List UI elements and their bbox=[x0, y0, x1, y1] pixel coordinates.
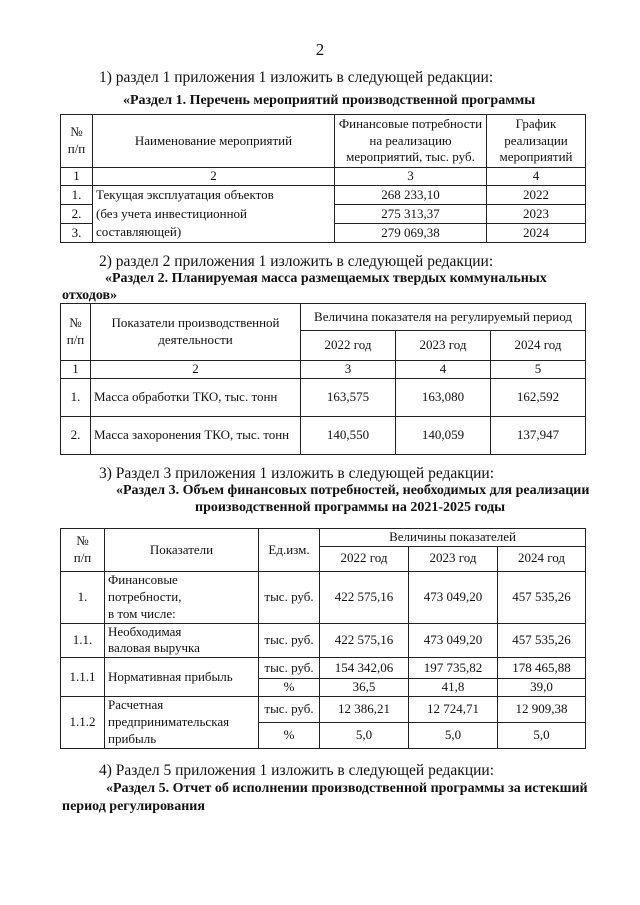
section2-intro: 2) раздел 2 приложения 1 изложить в следующей редакции: bbox=[99, 253, 494, 270]
row-value: 457 535,26 bbox=[498, 571, 586, 623]
table-row bbox=[61, 378, 586, 416]
column-number-row bbox=[61, 168, 586, 186]
row-year: 2023 bbox=[487, 205, 586, 224]
col-number: 2 bbox=[91, 361, 301, 379]
row-num: 1.1. bbox=[61, 623, 105, 658]
row-value: 163,080 bbox=[396, 378, 491, 416]
row-value: 36,5 bbox=[320, 679, 409, 697]
row-finance: 275 313,37 bbox=[335, 205, 487, 224]
row-num: 3. bbox=[61, 224, 93, 243]
row-value: 154 342,06 bbox=[320, 658, 409, 679]
header-year: 2024 год bbox=[491, 331, 586, 361]
header-year: 2023 год bbox=[409, 546, 498, 571]
row-value: 422 575,16 bbox=[320, 571, 409, 623]
row-value: 12 386,21 bbox=[320, 697, 409, 723]
col-number: 1 bbox=[61, 168, 93, 186]
row-name: Финансовые потребности, в том числе: bbox=[105, 571, 259, 623]
row-value: 39,0 bbox=[498, 679, 586, 697]
row-num: 1.1.1 bbox=[61, 658, 105, 697]
section1-intro: 1) раздел 1 приложения 1 изложить в следующей редакции: bbox=[99, 69, 494, 86]
header-finance: Финансовые потребности на реализацию мероприятий, тыс. руб. bbox=[335, 115, 487, 168]
row-num: 1. bbox=[61, 186, 93, 205]
row-value: 5,0 bbox=[409, 723, 498, 749]
section3-table bbox=[60, 528, 586, 749]
col-number: 3 bbox=[301, 361, 396, 379]
section2-heading-line1: «Раздел 2. Планируемая масса размещаемых твердых коммунальных bbox=[105, 271, 547, 286]
page-number: 2 bbox=[315, 40, 325, 59]
section4-intro: 4) Раздел 5 приложения 1 изложить в следующей редакции: bbox=[99, 762, 495, 779]
header-num: № п/п bbox=[61, 304, 91, 361]
row-value: 163,575 bbox=[301, 378, 396, 416]
section3-heading-line1: «Раздел 3. Объем финансовых потребностей, необходимых для реализации bbox=[116, 483, 590, 498]
row-value: 12 909,38 bbox=[498, 697, 586, 723]
row-num: 1.1.2 bbox=[61, 697, 105, 749]
row-value: 457 535,26 bbox=[498, 623, 586, 658]
table-row bbox=[61, 205, 586, 224]
table-row bbox=[61, 224, 586, 243]
col-number: 3 bbox=[335, 168, 487, 186]
header-indicator: Показатели производственной деятельности bbox=[91, 304, 301, 361]
row-num: 1. bbox=[61, 571, 105, 623]
row-num: 2. bbox=[61, 205, 93, 224]
header-num: № п/п bbox=[61, 115, 93, 168]
row-value: 5,0 bbox=[498, 723, 586, 749]
row-num: 2. bbox=[61, 416, 91, 454]
row-value: 473 049,20 bbox=[409, 623, 498, 658]
row-name: Необходимая валовая выручка bbox=[105, 623, 259, 658]
table-row bbox=[61, 623, 586, 658]
table-header-row bbox=[61, 304, 586, 331]
row-value: 140,059 bbox=[396, 416, 491, 454]
header-name: Наименование мероприятий bbox=[93, 115, 335, 168]
section4-heading-line2: период регулирования bbox=[62, 799, 205, 814]
section1-table bbox=[60, 114, 586, 243]
header-num: № п/п bbox=[61, 529, 105, 572]
header-schedule: График реализации мероприятий bbox=[487, 115, 586, 168]
row-value: 197 735,82 bbox=[409, 658, 498, 679]
header-year: 2023 год bbox=[396, 331, 491, 361]
header-indicators: Показатели bbox=[105, 529, 259, 572]
row-name: Расчетная предпринимательская прибыль bbox=[105, 697, 259, 749]
col-number: 4 bbox=[487, 168, 586, 186]
row-name: Текущая эксплуатация объектов bbox=[93, 186, 335, 205]
row-year: 2022 bbox=[487, 186, 586, 205]
row-value: 178 465,88 bbox=[498, 658, 586, 679]
row-num: 1. bbox=[61, 378, 91, 416]
row-unit: % bbox=[259, 723, 320, 749]
section1-heading: «Раздел 1. Перечень мероприятий производственной программы bbox=[123, 93, 536, 108]
row-value: 41,8 bbox=[409, 679, 498, 697]
section2-table bbox=[60, 303, 586, 455]
header-values: Величины показателей bbox=[320, 529, 586, 547]
row-year: 2024 bbox=[487, 224, 586, 243]
table-row bbox=[61, 697, 586, 723]
table-header-row bbox=[61, 529, 586, 547]
row-value: 422 575,16 bbox=[320, 623, 409, 658]
header-year: 2022 год bbox=[301, 331, 396, 361]
row-value: 5,0 bbox=[320, 723, 409, 749]
row-unit: тыс. руб. bbox=[259, 697, 320, 723]
row-name: Масса захоронения ТКО, тыс. тонн bbox=[91, 416, 301, 454]
header-year: 2022 год bbox=[320, 546, 409, 571]
row-finance: 268 233,10 bbox=[335, 186, 487, 205]
section2-heading-line2: отходов» bbox=[62, 288, 118, 303]
row-name: Масса обработки ТКО, тыс. тонн bbox=[91, 378, 301, 416]
header-value: Величина показателя на регулируемый период bbox=[301, 304, 586, 331]
row-value: 473 049,20 bbox=[409, 571, 498, 623]
row-name: Нормативная прибыль bbox=[105, 658, 259, 697]
header-year: 2024 год bbox=[498, 546, 586, 571]
header-unit: Ед.изм. bbox=[259, 529, 320, 572]
row-unit: тыс. руб. bbox=[259, 623, 320, 658]
column-number-row bbox=[61, 361, 586, 379]
section3-heading-line2: производственной программы на 2021-2025 годы bbox=[195, 500, 506, 515]
table-row bbox=[61, 571, 586, 623]
col-number: 4 bbox=[396, 361, 491, 379]
table-header-row bbox=[61, 115, 586, 168]
row-unit: тыс. руб. bbox=[259, 571, 320, 623]
row-finance: 279 069,38 bbox=[335, 224, 487, 243]
row-name: (без учета инвестиционной bbox=[93, 205, 335, 224]
row-value: 137,947 bbox=[491, 416, 586, 454]
table-row bbox=[61, 658, 586, 679]
row-name: составляющей) bbox=[93, 224, 335, 243]
col-number: 5 bbox=[491, 361, 586, 379]
table-row bbox=[61, 416, 586, 454]
row-value: 140,550 bbox=[301, 416, 396, 454]
row-value: 12 724,71 bbox=[409, 697, 498, 723]
col-number: 2 bbox=[93, 168, 335, 186]
table-row bbox=[61, 186, 586, 205]
row-unit: тыс. руб. bbox=[259, 658, 320, 679]
section4-heading-line1: «Раздел 5. Отчет об исполнении производственной программы за истекший bbox=[106, 781, 588, 796]
row-unit: % bbox=[259, 679, 320, 697]
section3-intro: 3) Раздел 3 приложения 1 изложить в следующей редакции: bbox=[99, 465, 495, 482]
col-number: 1 bbox=[61, 361, 91, 379]
row-value: 162,592 bbox=[491, 378, 586, 416]
